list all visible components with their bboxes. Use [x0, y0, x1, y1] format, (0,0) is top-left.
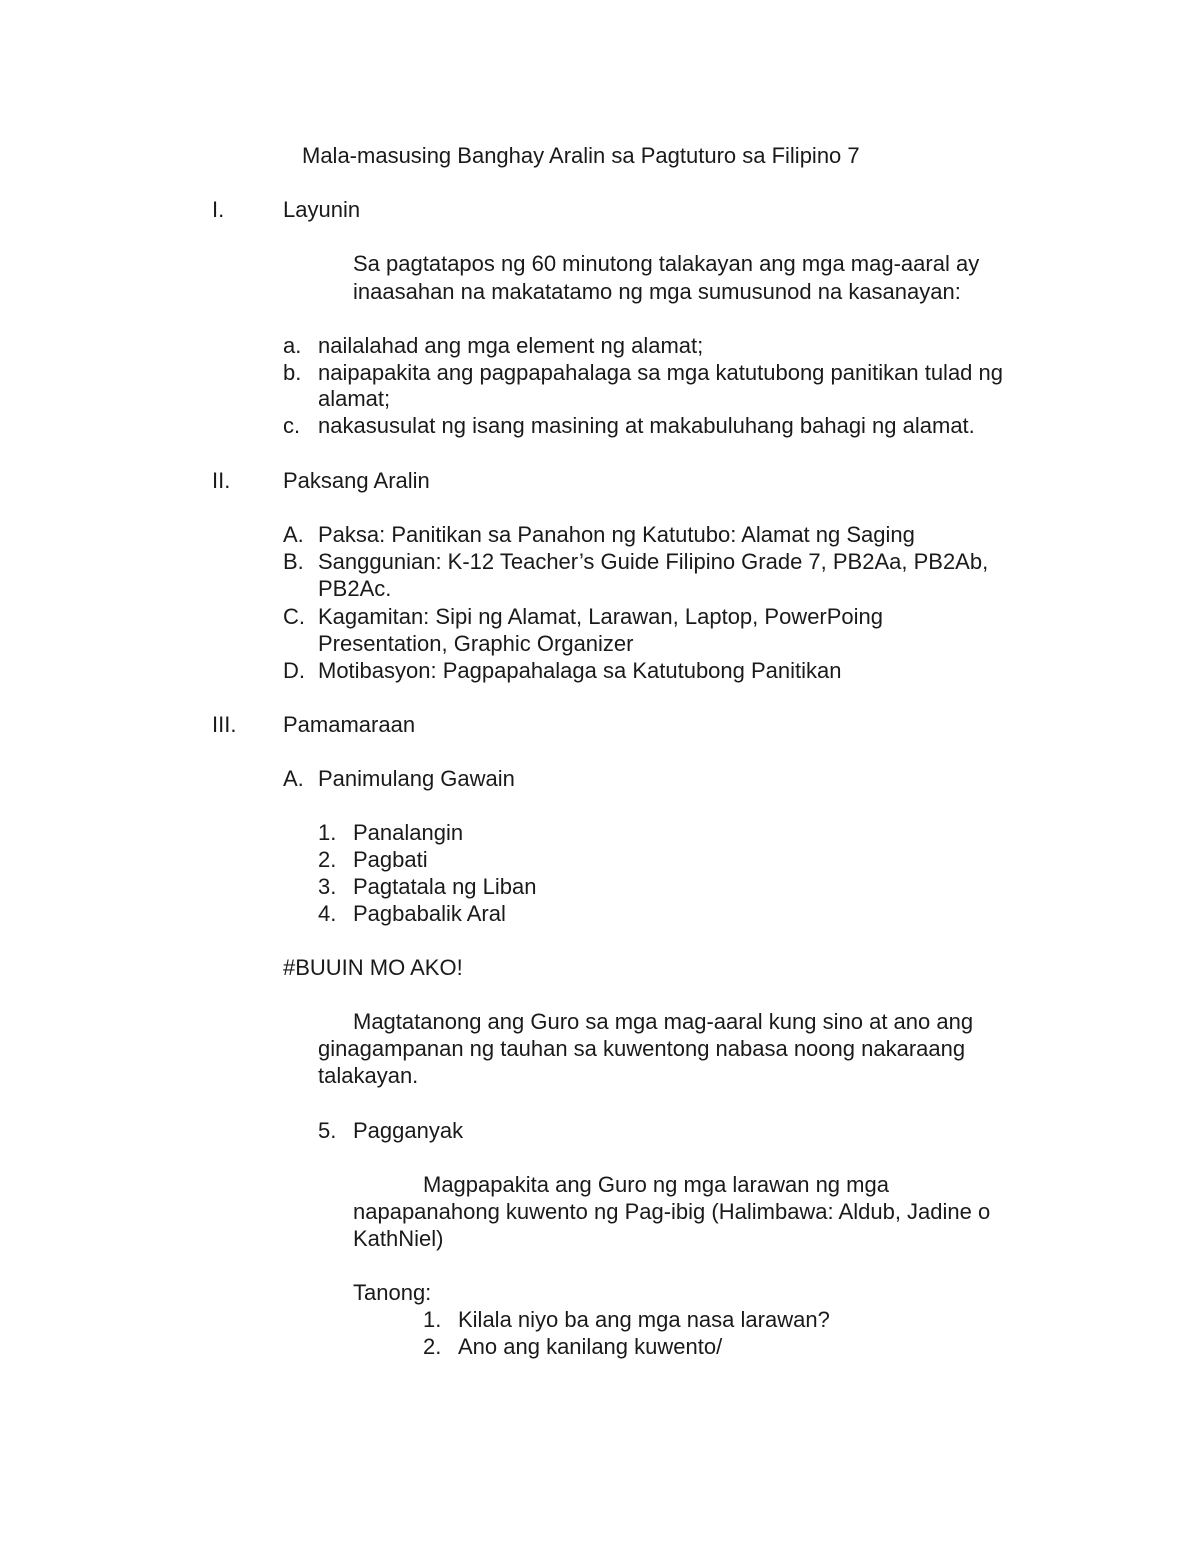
- question-marker: 2.: [423, 1334, 442, 1359]
- step-marker: 2.: [318, 847, 337, 872]
- step-label: Pagbabalik Aral: [353, 901, 506, 926]
- section-numeral: II.: [212, 468, 231, 493]
- objective-text: nakasusulat ng isang masining at makabuluhang bahagi ng alamat.: [318, 413, 975, 438]
- document-title: Mala-masusing Banghay Aralin sa Pagtuturo sa Filipino 7: [302, 143, 860, 168]
- intro-line: Sa pagtatapos ng 60 minutong talakayan ang mga mag-aaral ay: [353, 251, 980, 276]
- topic-text: Motibasyon: Pagpapahalaga sa Katutubong Panitikan: [318, 658, 842, 683]
- question-text: Ano ang kanilang kuwento/: [458, 1334, 723, 1359]
- objective-text: nailalahad ang mga element ng alamat;: [318, 333, 704, 358]
- activity-text: ginagampanan ng tauhan sa kuwentong nabasa noong nakaraang: [318, 1036, 966, 1061]
- activity-text: Magtatanong ang Guro sa mga mag-aaral kung sino at ano ang: [353, 1009, 974, 1034]
- objective-marker: a.: [283, 333, 302, 358]
- questions-label: Tanong:: [353, 1280, 432, 1305]
- objective-marker: b.: [283, 360, 302, 385]
- activity-text: talakayan.: [318, 1063, 419, 1088]
- step-marker: 4.: [318, 901, 337, 926]
- topic-text: Sanggunian: K-12 Teacher’s Guide Filipino Grade 7, PB2Aa, PB2Ab,: [318, 549, 989, 574]
- section-numeral: III.: [212, 712, 237, 737]
- step-label: Pagtatala ng Liban: [353, 874, 537, 899]
- topic-marker: C.: [283, 604, 305, 629]
- topic-marker: A.: [283, 522, 304, 547]
- topic-text: Paksa: Panitikan sa Panahon ng Katutubo: Alamat ng Saging: [318, 522, 915, 547]
- section-heading: Layunin: [283, 197, 361, 222]
- activity-title: #BUUIN MO AKO!: [283, 955, 463, 980]
- step-label: Panalangin: [353, 820, 464, 845]
- topic-text: PB2Ac.: [318, 576, 392, 601]
- section-heading: Paksang Aralin: [283, 468, 430, 493]
- step-label: Pagbati: [353, 847, 428, 872]
- topic-marker: B.: [283, 549, 304, 574]
- step-marker: 1.: [318, 820, 337, 845]
- step-marker: 3.: [318, 874, 337, 899]
- objective-marker: c.: [283, 413, 301, 438]
- question-text: Kilala niyo ba ang mga nasa larawan?: [458, 1307, 830, 1332]
- subsection-heading: Panimulang Gawain: [318, 766, 515, 791]
- motivation-text: KathNiel): [353, 1226, 444, 1251]
- step-label: Pagganyak: [353, 1118, 464, 1143]
- topic-marker: D.: [283, 658, 305, 683]
- motivation-text: napapanahong kuwento ng Pag-ibig (Halimbawa: Aldub, Jadine o: [353, 1199, 991, 1224]
- motivation-text: Magpapakita ang Guro ng mga larawan ng mga: [423, 1172, 889, 1197]
- subsection-marker: A.: [283, 766, 304, 791]
- objective-text: naipapakita ang pagpapahalaga sa mga katutubong panitikan tulad ng: [318, 360, 1003, 385]
- question-marker: 1.: [423, 1307, 442, 1332]
- section-numeral: I.: [212, 197, 225, 222]
- objective-text: alamat;: [318, 386, 391, 411]
- intro-line: inaasahan na makatatamo ng mga sumusunod na kasanayan:: [353, 279, 961, 304]
- step-marker: 5.: [318, 1118, 337, 1143]
- topic-text: Kagamitan: Sipi ng Alamat, Larawan, Laptop, PowerPoing: [318, 604, 884, 629]
- topic-text: Presentation, Graphic Organizer: [318, 631, 634, 656]
- section-heading: Pamamaraan: [283, 712, 416, 737]
